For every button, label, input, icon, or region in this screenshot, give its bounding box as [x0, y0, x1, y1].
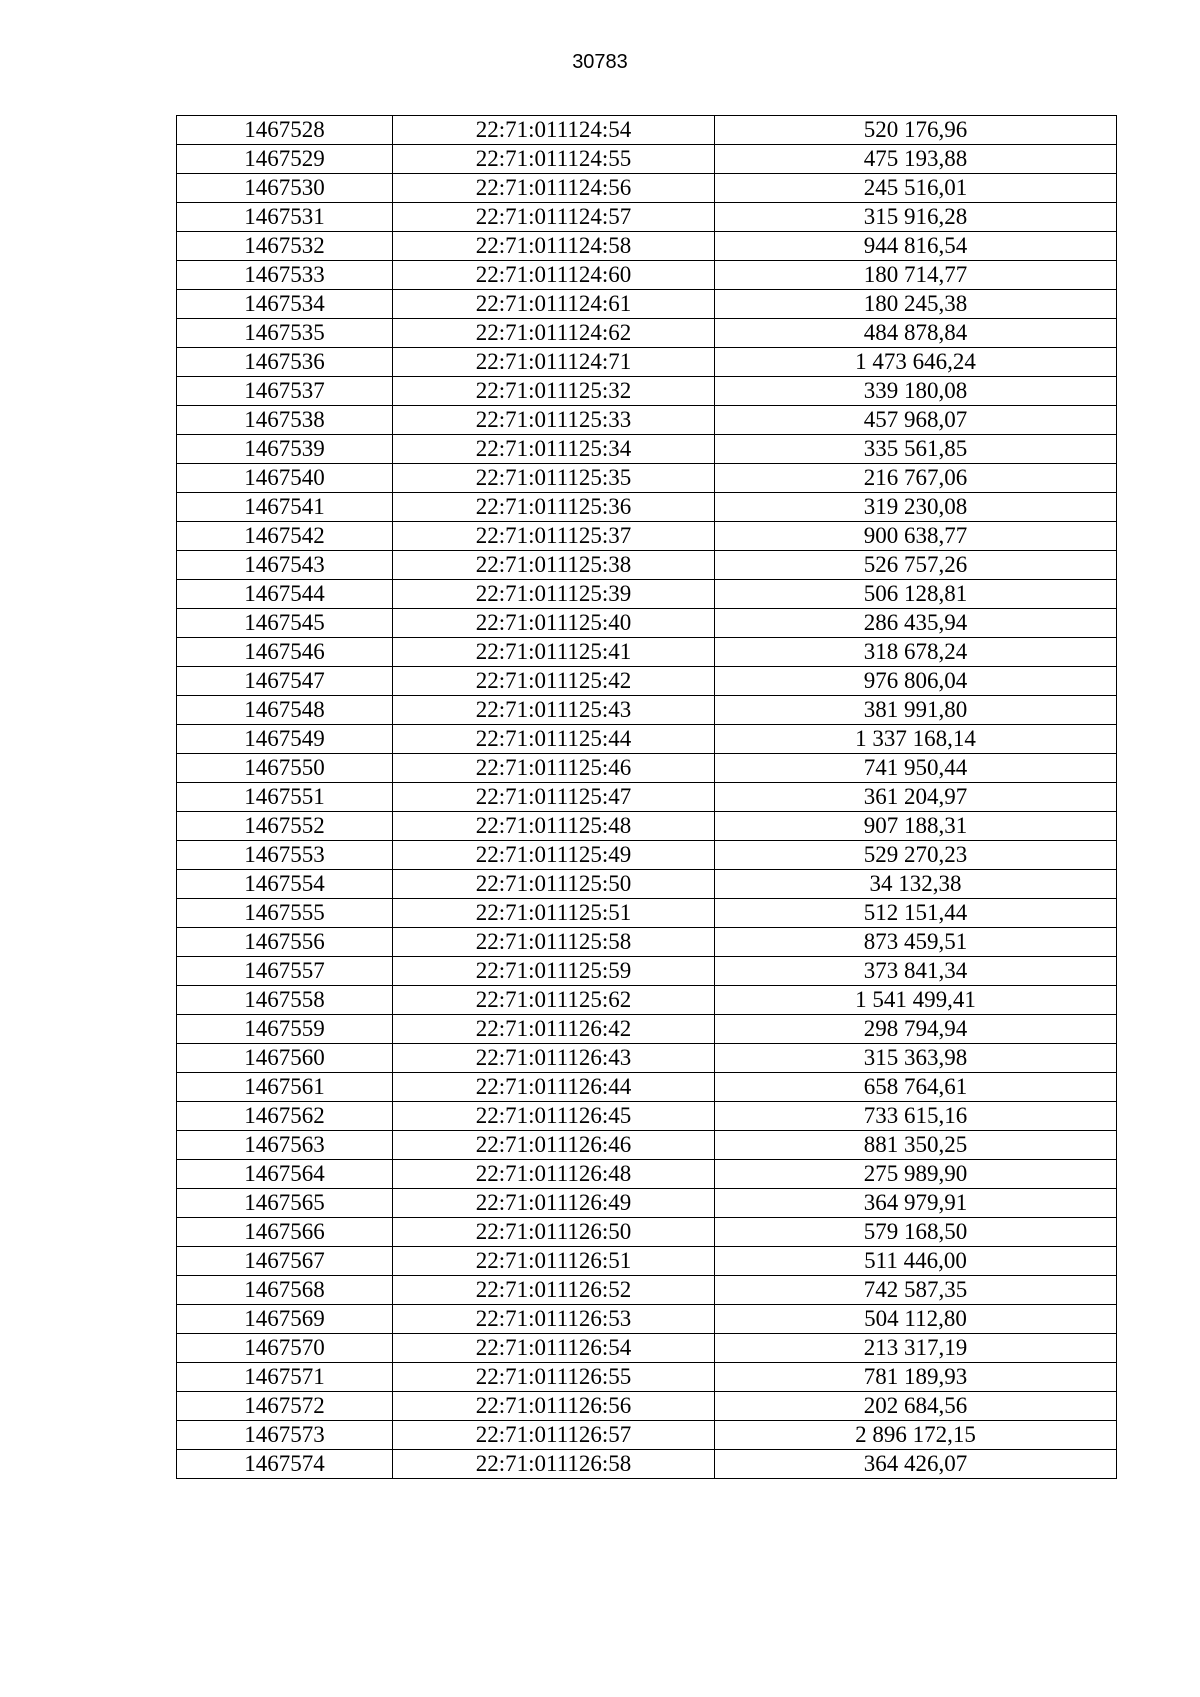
- table-row: [177, 580, 1117, 609]
- value-cell: 381 991,80: [715, 696, 1117, 725]
- table-row: [177, 986, 1117, 1015]
- row-number-cell: 1467530: [177, 174, 393, 203]
- table-row: [177, 1044, 1117, 1073]
- cadastral-number-cell: 22:71:011124:58: [393, 232, 715, 261]
- value-cell: 733 615,16: [715, 1102, 1117, 1131]
- cadastral-number-cell: 22:71:011125:46: [393, 754, 715, 783]
- value-cell: 319 230,08: [715, 493, 1117, 522]
- row-number-cell: 1467549: [177, 725, 393, 754]
- cadastral-number-cell: 22:71:011126:45: [393, 1102, 715, 1131]
- row-number-cell: 1467546: [177, 638, 393, 667]
- cadastral-number-cell: 22:71:011126:55: [393, 1363, 715, 1392]
- cadastral-number-cell: 22:71:011126:50: [393, 1218, 715, 1247]
- row-number-cell: 1467529: [177, 145, 393, 174]
- value-cell: 315 363,98: [715, 1044, 1117, 1073]
- table-row: [177, 1334, 1117, 1363]
- value-cell: 741 950,44: [715, 754, 1117, 783]
- table-row: [177, 406, 1117, 435]
- table-row: [177, 1392, 1117, 1421]
- value-cell: 900 638,77: [715, 522, 1117, 551]
- data-table: [176, 115, 1117, 1479]
- value-cell: 658 764,61: [715, 1073, 1117, 1102]
- cadastral-number-cell: 22:71:011125:38: [393, 551, 715, 580]
- cadastral-number-cell: 22:71:011125:39: [393, 580, 715, 609]
- table-row: [177, 1247, 1117, 1276]
- table-row: [177, 522, 1117, 551]
- row-number-cell: 1467541: [177, 493, 393, 522]
- value-cell: 457 968,07: [715, 406, 1117, 435]
- value-cell: 339 180,08: [715, 377, 1117, 406]
- row-number-cell: 1467555: [177, 899, 393, 928]
- row-number-cell: 1467562: [177, 1102, 393, 1131]
- table-row: [177, 1160, 1117, 1189]
- table-row: [177, 174, 1117, 203]
- cadastral-number-cell: 22:71:011125:47: [393, 783, 715, 812]
- table-row: [177, 203, 1117, 232]
- value-cell: 318 678,24: [715, 638, 1117, 667]
- row-number-cell: 1467535: [177, 319, 393, 348]
- cadastral-number-cell: 22:71:011124:60: [393, 261, 715, 290]
- cadastral-number-cell: 22:71:011125:58: [393, 928, 715, 957]
- table-row: [177, 667, 1117, 696]
- value-cell: 907 188,31: [715, 812, 1117, 841]
- row-number-cell: 1467554: [177, 870, 393, 899]
- cadastral-number-cell: 22:71:011126:46: [393, 1131, 715, 1160]
- table-row: [177, 928, 1117, 957]
- row-number-cell: 1467563: [177, 1131, 393, 1160]
- cadastral-number-cell: 22:71:011126:53: [393, 1305, 715, 1334]
- cadastral-number-cell: 22:71:011125:50: [393, 870, 715, 899]
- table-row: [177, 899, 1117, 928]
- row-number-cell: 1467560: [177, 1044, 393, 1073]
- cadastral-number-cell: 22:71:011125:59: [393, 957, 715, 986]
- cadastral-number-cell: 22:71:011125:33: [393, 406, 715, 435]
- table-row: [177, 812, 1117, 841]
- table-row: [177, 609, 1117, 638]
- value-cell: 298 794,94: [715, 1015, 1117, 1044]
- cadastral-number-cell: 22:71:011125:36: [393, 493, 715, 522]
- value-cell: 512 151,44: [715, 899, 1117, 928]
- row-number-cell: 1467570: [177, 1334, 393, 1363]
- cadastral-number-cell: 22:71:011125:49: [393, 841, 715, 870]
- cadastral-number-cell: 22:71:011124:56: [393, 174, 715, 203]
- value-cell: 275 989,90: [715, 1160, 1117, 1189]
- value-cell: 1 337 168,14: [715, 725, 1117, 754]
- table-row: [177, 348, 1117, 377]
- row-number-cell: 1467538: [177, 406, 393, 435]
- table-row: [177, 290, 1117, 319]
- value-cell: 475 193,88: [715, 145, 1117, 174]
- cadastral-number-cell: 22:71:011126:44: [393, 1073, 715, 1102]
- page-number: 30783: [572, 51, 628, 73]
- row-number-cell: 1467553: [177, 841, 393, 870]
- row-number-cell: 1467552: [177, 812, 393, 841]
- value-cell: 511 446,00: [715, 1247, 1117, 1276]
- cadastral-number-cell: 22:71:011126:58: [393, 1450, 715, 1479]
- table-row: [177, 464, 1117, 493]
- table-row: [177, 1189, 1117, 1218]
- row-number-cell: 1467572: [177, 1392, 393, 1421]
- cadastral-number-cell: 22:71:011125:44: [393, 725, 715, 754]
- value-cell: 976 806,04: [715, 667, 1117, 696]
- cadastral-number-cell: 22:71:011124:57: [393, 203, 715, 232]
- table-row: [177, 1276, 1117, 1305]
- table-row: [177, 435, 1117, 464]
- row-number-cell: 1467534: [177, 290, 393, 319]
- table-row: [177, 783, 1117, 812]
- value-cell: 520 176,96: [715, 116, 1117, 145]
- row-number-cell: 1467531: [177, 203, 393, 232]
- cadastral-number-cell: 22:71:011125:51: [393, 899, 715, 928]
- row-number-cell: 1467574: [177, 1450, 393, 1479]
- cadastral-number-cell: 22:71:011124:61: [393, 290, 715, 319]
- cadastral-number-cell: 22:71:011125:40: [393, 609, 715, 638]
- table-row: [177, 1218, 1117, 1247]
- cadastral-number-cell: 22:71:011125:32: [393, 377, 715, 406]
- value-cell: 315 916,28: [715, 203, 1117, 232]
- value-cell: 216 767,06: [715, 464, 1117, 493]
- table-row: [177, 638, 1117, 667]
- row-number-cell: 1467539: [177, 435, 393, 464]
- value-cell: 364 979,91: [715, 1189, 1117, 1218]
- table-row: [177, 754, 1117, 783]
- value-cell: 526 757,26: [715, 551, 1117, 580]
- value-cell: 180 714,77: [715, 261, 1117, 290]
- table-row: [177, 116, 1117, 145]
- table-row: [177, 551, 1117, 580]
- cadastral-number-cell: 22:71:011125:37: [393, 522, 715, 551]
- row-number-cell: 1467559: [177, 1015, 393, 1044]
- value-cell: 180 245,38: [715, 290, 1117, 319]
- cadastral-number-cell: 22:71:011124:55: [393, 145, 715, 174]
- cadastral-number-cell: 22:71:011126:42: [393, 1015, 715, 1044]
- cadastral-number-cell: 22:71:011126:54: [393, 1334, 715, 1363]
- value-cell: 781 189,93: [715, 1363, 1117, 1392]
- cadastral-number-cell: 22:71:011126:43: [393, 1044, 715, 1073]
- row-number-cell: 1467528: [177, 116, 393, 145]
- table-row: [177, 377, 1117, 406]
- cadastral-number-cell: 22:71:011125:48: [393, 812, 715, 841]
- value-cell: 529 270,23: [715, 841, 1117, 870]
- value-cell: 2 896 172,15: [715, 1421, 1117, 1450]
- row-number-cell: 1467565: [177, 1189, 393, 1218]
- table-row: [177, 1363, 1117, 1392]
- row-number-cell: 1467548: [177, 696, 393, 725]
- row-number-cell: 1467533: [177, 261, 393, 290]
- row-number-cell: 1467571: [177, 1363, 393, 1392]
- table-row: [177, 696, 1117, 725]
- row-number-cell: 1467557: [177, 957, 393, 986]
- cadastral-number-cell: 22:71:011124:71: [393, 348, 715, 377]
- table-row: [177, 232, 1117, 261]
- value-cell: 881 350,25: [715, 1131, 1117, 1160]
- table-row: [177, 870, 1117, 899]
- cadastral-number-cell: 22:71:011126:52: [393, 1276, 715, 1305]
- row-number-cell: 1467547: [177, 667, 393, 696]
- table-row: [177, 841, 1117, 870]
- cadastral-number-cell: 22:71:011125:35: [393, 464, 715, 493]
- cadastral-number-cell: 22:71:011125:42: [393, 667, 715, 696]
- table-row: [177, 1102, 1117, 1131]
- value-cell: 373 841,34: [715, 957, 1117, 986]
- value-cell: 742 587,35: [715, 1276, 1117, 1305]
- cadastral-number-cell: 22:71:011126:48: [393, 1160, 715, 1189]
- value-cell: 361 204,97: [715, 783, 1117, 812]
- cadastral-number-cell: 22:71:011126:57: [393, 1421, 715, 1450]
- value-cell: 286 435,94: [715, 609, 1117, 638]
- row-number-cell: 1467567: [177, 1247, 393, 1276]
- row-number-cell: 1467569: [177, 1305, 393, 1334]
- value-cell: 202 684,56: [715, 1392, 1117, 1421]
- table-row: [177, 1073, 1117, 1102]
- value-cell: 34 132,38: [715, 870, 1117, 899]
- table-row: [177, 145, 1117, 174]
- value-cell: 944 816,54: [715, 232, 1117, 261]
- table-row: [177, 261, 1117, 290]
- table-row: [177, 1305, 1117, 1334]
- value-cell: 364 426,07: [715, 1450, 1117, 1479]
- value-cell: 504 112,80: [715, 1305, 1117, 1334]
- row-number-cell: 1467544: [177, 580, 393, 609]
- row-number-cell: 1467536: [177, 348, 393, 377]
- table-row: [177, 1131, 1117, 1160]
- table-row: [177, 319, 1117, 348]
- row-number-cell: 1467568: [177, 1276, 393, 1305]
- row-number-cell: 1467537: [177, 377, 393, 406]
- cadastral-number-cell: 22:71:011125:62: [393, 986, 715, 1015]
- row-number-cell: 1467542: [177, 522, 393, 551]
- cadastral-number-cell: 22:71:011124:54: [393, 116, 715, 145]
- row-number-cell: 1467558: [177, 986, 393, 1015]
- table-row: [177, 1015, 1117, 1044]
- value-cell: 579 168,50: [715, 1218, 1117, 1247]
- value-cell: 245 516,01: [715, 174, 1117, 203]
- cadastral-number-cell: 22:71:011126:51: [393, 1247, 715, 1276]
- cadastral-number-cell: 22:71:011125:43: [393, 696, 715, 725]
- cadastral-number-cell: 22:71:011125:41: [393, 638, 715, 667]
- value-cell: 1 541 499,41: [715, 986, 1117, 1015]
- cadastral-number-cell: 22:71:011124:62: [393, 319, 715, 348]
- table-row: [177, 957, 1117, 986]
- row-number-cell: 1467532: [177, 232, 393, 261]
- table-row: [177, 493, 1117, 522]
- row-number-cell: 1467540: [177, 464, 393, 493]
- row-number-cell: 1467561: [177, 1073, 393, 1102]
- row-number-cell: 1467543: [177, 551, 393, 580]
- value-cell: 873 459,51: [715, 928, 1117, 957]
- row-number-cell: 1467564: [177, 1160, 393, 1189]
- table-body: [177, 116, 1117, 1479]
- cadastral-number-cell: 22:71:011125:34: [393, 435, 715, 464]
- table-row: [177, 725, 1117, 754]
- value-cell: 335 561,85: [715, 435, 1117, 464]
- row-number-cell: 1467551: [177, 783, 393, 812]
- row-number-cell: 1467545: [177, 609, 393, 638]
- cadastral-number-cell: 22:71:011126:56: [393, 1392, 715, 1421]
- value-cell: 506 128,81: [715, 580, 1117, 609]
- table-row: [177, 1450, 1117, 1479]
- value-cell: 484 878,84: [715, 319, 1117, 348]
- row-number-cell: 1467556: [177, 928, 393, 957]
- table-row: [177, 1421, 1117, 1450]
- value-cell: 1 473 646,24: [715, 348, 1117, 377]
- cadastral-number-cell: 22:71:011126:49: [393, 1189, 715, 1218]
- row-number-cell: 1467550: [177, 754, 393, 783]
- row-number-cell: 1467566: [177, 1218, 393, 1247]
- row-number-cell: 1467573: [177, 1421, 393, 1450]
- value-cell: 213 317,19: [715, 1334, 1117, 1363]
